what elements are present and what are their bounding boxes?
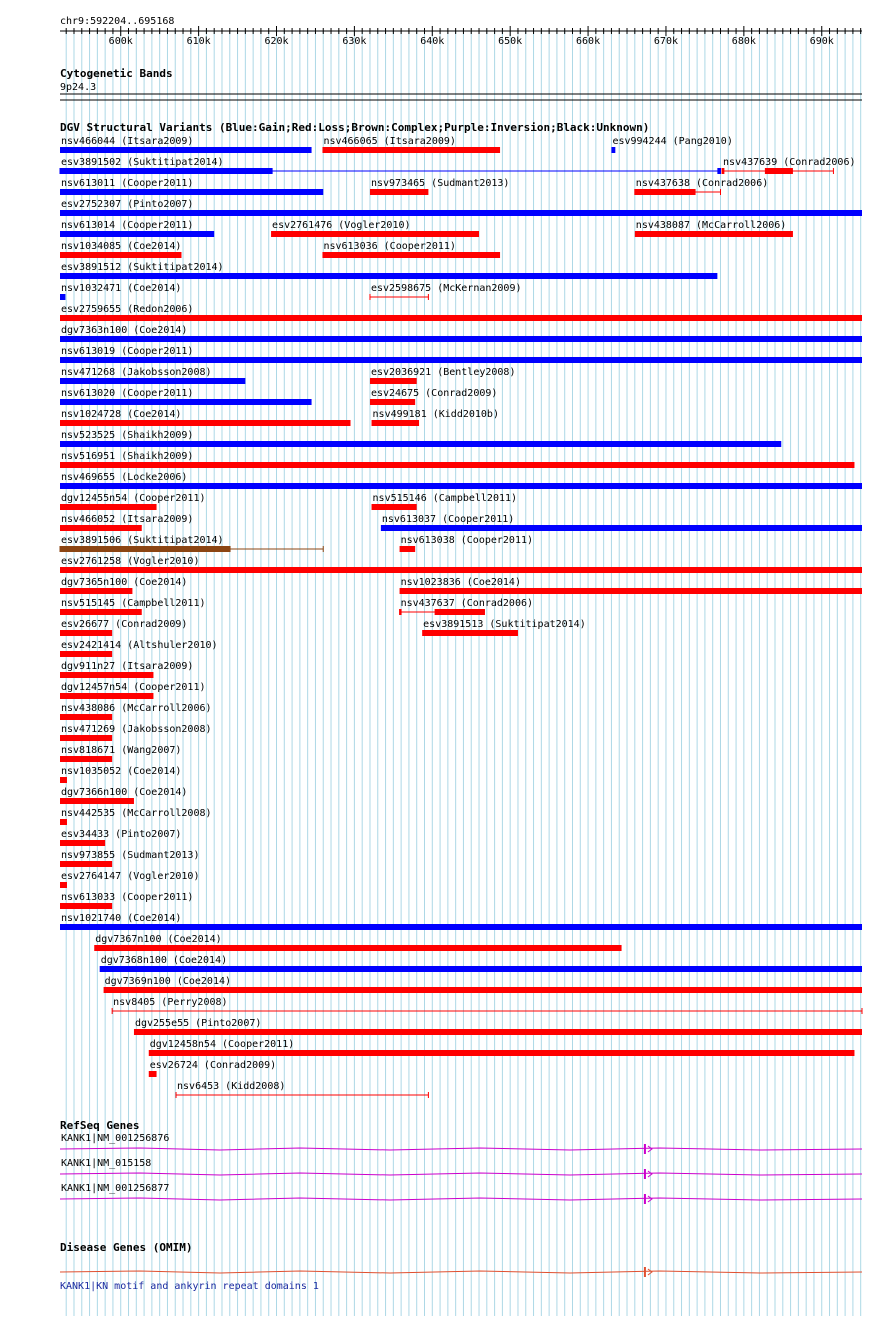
- dgv-variant-bar[interactable]: [60, 903, 112, 909]
- dgv-feature-label: dgv12458n54 (Cooper2011): [149, 1039, 295, 1050]
- dgv-feature[interactable]: [60, 430, 781, 447]
- dgv-feature-label: nsv818671 (Wang2007): [61, 745, 182, 756]
- cyto-track-title[interactable]: Cytogenetic Bands: [60, 67, 173, 80]
- dgv-variant-block[interactable]: [765, 168, 793, 174]
- dgv-variant-bar[interactable]: [60, 273, 717, 279]
- dgv-feature[interactable]: [322, 136, 500, 153]
- dgv-feature[interactable]: [422, 619, 586, 636]
- ruler-tick-label: 680k: [731, 36, 756, 47]
- dgv-feature[interactable]: [100, 955, 862, 972]
- dgv-feature-label: nsv1035052 (Coe2014): [61, 766, 182, 777]
- dgv-variant-bar[interactable]: [370, 378, 417, 384]
- dgv-variant-bar[interactable]: [60, 462, 854, 468]
- dgv-feature[interactable]: [60, 850, 199, 867]
- dgv-variant-block[interactable]: [717, 168, 720, 174]
- dgv-feature[interactable]: [60, 535, 323, 552]
- dgv-variant-bar[interactable]: [60, 798, 134, 804]
- dgv-variant-bar[interactable]: [60, 399, 312, 405]
- dgv-feature-label: esv26677 (Conrad2009): [61, 619, 188, 630]
- dgv-feature-label: esv3891513 (Suktitipat2014): [423, 619, 586, 630]
- ruler-tick-label: 660k: [576, 36, 601, 47]
- dgv-feature[interactable]: [611, 136, 732, 153]
- dgv-feature[interactable]: [60, 514, 193, 531]
- dgv-feature-label: nsv613033 (Cooper2011): [61, 892, 194, 903]
- region-label: chr9:592204..695168: [60, 16, 175, 27]
- omim-track: [60, 1241, 862, 1292]
- dgv-variant-bar[interactable]: [60, 882, 67, 888]
- omim-gene-exon[interactable]: [644, 1267, 646, 1277]
- dgv-feature-label: esv3891512 (Suktitipat2014): [61, 262, 224, 273]
- dgv-feature-label: nsv1034085 (Coe2014): [61, 241, 182, 252]
- dgv-feature[interactable]: [60, 640, 218, 657]
- dgv-variant-block[interactable]: [60, 168, 273, 174]
- omim-track-title[interactable]: Disease Genes (OMIM): [60, 1241, 193, 1254]
- dgv-variant-bar[interactable]: [611, 147, 615, 153]
- omim-features: [60, 1267, 862, 1292]
- refseq-gene-label: KANK1|NM_015158: [61, 1158, 152, 1169]
- dgv-feature[interactable]: [722, 157, 855, 174]
- dgv-feature[interactable]: [372, 409, 499, 426]
- dgv-feature[interactable]: [60, 598, 206, 615]
- dgv-feature-label: nsv613011 (Cooper2011): [61, 178, 194, 189]
- dgv-feature-label: nsv1032471 (Coe2014): [61, 283, 182, 294]
- cyto-band-label: 9p24.3: [60, 82, 97, 93]
- ruler-tick-label: 630k: [342, 36, 367, 47]
- dgv-feature[interactable]: [370, 388, 497, 405]
- dgv-variant-bar[interactable]: [271, 231, 479, 237]
- dgv-feature[interactable]: [60, 220, 214, 237]
- dgv-variant-bar[interactable]: [60, 567, 862, 573]
- ruler-tick-label: 640k: [420, 36, 445, 47]
- dgv-feature[interactable]: [60, 241, 181, 258]
- dgv-feature-label: nsv516951 (Shaikh2009): [61, 451, 194, 462]
- dgv-variant-bar[interactable]: [60, 756, 112, 762]
- dgv-variant-bar[interactable]: [372, 420, 420, 426]
- dgv-feature-label: nsv523525 (Shaikh2009): [61, 430, 194, 441]
- dgv-variant-bar[interactable]: [60, 420, 351, 426]
- dgv-variant-bar[interactable]: [60, 651, 112, 657]
- dgv-variant-bar[interactable]: [372, 504, 417, 510]
- ruler-tick-label: 650k: [498, 36, 523, 47]
- dgv-feature[interactable]: [60, 472, 862, 489]
- dgv-variant-bar[interactable]: [60, 147, 312, 153]
- dgv-feature[interactable]: [372, 493, 518, 510]
- dgv-variant-bar[interactable]: [60, 819, 67, 825]
- dgv-variant-bar[interactable]: [400, 588, 862, 594]
- dgv-feature-label: esv24675 (Conrad2009): [370, 388, 498, 399]
- dgv-feature-label: nsv515145 (Campbell2011): [61, 598, 206, 609]
- dgv-feature[interactable]: [60, 136, 312, 153]
- dgv-feature-label: esv2598675 (McKernan2009): [370, 283, 522, 294]
- dgv-feature-label: esv3891502 (Suktitipat2014): [61, 157, 224, 168]
- dgv-variant-bar[interactable]: [60, 630, 112, 636]
- refseq-gene[interactable]: [60, 1133, 862, 1154]
- dgv-variant-block[interactable]: [60, 546, 231, 552]
- dgv-feature-label: esv2764147 (Vogler2010): [61, 871, 200, 882]
- dgv-variant-bar[interactable]: [60, 483, 862, 489]
- dgv-feature[interactable]: [60, 556, 862, 573]
- dgv-variant-bar[interactable]: [322, 147, 500, 153]
- dgv-feature-label: dgv7369n100 (Coe2014): [104, 976, 232, 987]
- ruler-tick-label: 600k: [108, 36, 133, 47]
- cyto-track: [60, 67, 862, 100]
- dgv-variant-bar[interactable]: [60, 735, 112, 741]
- dgv-feature[interactable]: [60, 304, 862, 321]
- dgv-variant-bar[interactable]: [94, 945, 621, 951]
- dgv-feature-label: esv34433 (Pinto2007): [61, 829, 182, 840]
- dgv-feature[interactable]: [176, 1081, 428, 1098]
- dgv-variant-bar[interactable]: [60, 315, 862, 321]
- dgv-feature[interactable]: [322, 241, 500, 258]
- refseq-gene[interactable]: [60, 1183, 862, 1204]
- refseq-gene-label: KANK1|NM_001256876: [61, 1133, 170, 1144]
- dgv-feature-label: nsv515146 (Campbell2011): [372, 493, 518, 504]
- dgv-feature[interactable]: [60, 724, 212, 741]
- dgv-feature-label: nsv613038 (Cooper2011): [400, 535, 534, 546]
- dgv-variant-bar[interactable]: [60, 336, 862, 342]
- dgv-feature-label: nsv1021740 (Coe2014): [61, 913, 182, 924]
- dgv-variant-bar[interactable]: [60, 252, 181, 258]
- dgv-feature[interactable]: [400, 598, 533, 615]
- omim-gene-intron-line[interactable]: [60, 1271, 862, 1273]
- dgv-feature-label: dgv7365n100 (Coe2014): [61, 577, 188, 588]
- dgv-variant-bar[interactable]: [60, 924, 862, 930]
- dgv-feature[interactable]: [94, 934, 621, 951]
- dgv-variant-bar[interactable]: [60, 357, 862, 363]
- dgv-variant-bar[interactable]: [370, 399, 415, 405]
- refseq-gene-intron-line[interactable]: [60, 1198, 862, 1200]
- dgv-feature-label: esv994244 (Pang2010): [612, 136, 733, 147]
- dgv-variant-block[interactable]: [400, 609, 402, 615]
- dgv-variant-bar[interactable]: [60, 294, 65, 300]
- refseq-gene[interactable]: [60, 1158, 862, 1179]
- dgv-feature-label: nsv973465 (Sudmant2013): [370, 178, 510, 189]
- dgv-variant-bar[interactable]: [60, 504, 157, 510]
- dgv-feature[interactable]: [400, 535, 533, 552]
- refseq-gene-exon[interactable]: [644, 1169, 646, 1179]
- dgv-feature-label: esv2761258 (Vogler2010): [61, 556, 200, 567]
- dgv-feature[interactable]: [60, 808, 212, 825]
- dgv-feature-label: esv2036921 (Bentley2008): [370, 367, 516, 378]
- ruler-tick-label: 670k: [653, 36, 679, 47]
- dgv-feature[interactable]: [381, 514, 862, 531]
- dgv-feature-label: nsv613036 (Cooper2011): [323, 241, 456, 252]
- dgv-feature-label: dgv255e55 (Pinto2007): [134, 1018, 262, 1029]
- dgv-variant-block[interactable]: [722, 168, 724, 174]
- dgv-feature-label: nsv466065 (Itsara2009): [323, 136, 456, 147]
- dgv-feature-label: esv2752307 (Pinto2007): [61, 199, 194, 210]
- dgv-variant-bar[interactable]: [635, 231, 793, 237]
- dgv-track: [60, 121, 862, 1098]
- dgv-variant-bar[interactable]: [370, 189, 428, 195]
- dgv-feature-label: nsv6453 (Kidd2008): [177, 1081, 286, 1092]
- dgv-feature[interactable]: [60, 409, 351, 426]
- refseq-gene-intron-line[interactable]: [60, 1173, 862, 1175]
- dgv-variant-bar[interactable]: [422, 630, 518, 636]
- dgv-feature-label: dgv7368n100 (Coe2014): [100, 955, 228, 966]
- dgv-variant-block[interactable]: [635, 189, 696, 195]
- dgv-variant-bar[interactable]: [400, 546, 416, 552]
- refseq-features: [60, 1133, 862, 1204]
- refseq-gene-intron-line[interactable]: [60, 1148, 862, 1150]
- dgv-variant-bar[interactable]: [100, 966, 862, 972]
- dgv-feature-label: dgv12457n54 (Cooper2011): [61, 682, 206, 693]
- ruler-tick-label: 620k: [264, 36, 289, 47]
- dgv-variant-bar[interactable]: [149, 1071, 157, 1077]
- dgv-feature-label: nsv437638 (Conrad2006): [635, 178, 769, 189]
- dgv-feature-label: nsv1024728 (Coe2014): [61, 409, 182, 420]
- dgv-feature[interactable]: [60, 199, 862, 216]
- dgv-feature[interactable]: [60, 367, 245, 384]
- dgv-feature[interactable]: [60, 493, 206, 510]
- dgv-feature-label: nsv8405 (Perry2008): [113, 997, 228, 1008]
- dgv-variant-bar[interactable]: [60, 378, 245, 384]
- dgv-feature[interactable]: [60, 619, 187, 636]
- dgv-variant-bar[interactable]: [104, 987, 862, 993]
- dgv-variant-bar[interactable]: [60, 840, 105, 846]
- dgv-feature-label: nsv466052 (Itsara2009): [61, 514, 194, 525]
- dgv-variant-bar[interactable]: [60, 189, 323, 195]
- dgv-feature-label: nsv442535 (McCarroll2008): [61, 808, 212, 819]
- dgv-variant-bar[interactable]: [60, 714, 112, 720]
- dgv-variant-bar[interactable]: [60, 588, 132, 594]
- dgv-feature-label: nsv973855 (Sudmant2013): [61, 850, 200, 861]
- dgv-feature-label: esv2759655 (Redon2006): [61, 304, 194, 315]
- dgv-variant-bar[interactable]: [322, 252, 500, 258]
- dgv-variant-bar[interactable]: [60, 861, 112, 867]
- dgv-feature[interactable]: [60, 388, 312, 405]
- dgv-feature-label: nsv438087 (McCarroll2006): [635, 220, 787, 231]
- dgv-variant-bar[interactable]: [60, 441, 781, 447]
- dgv-variant-bar[interactable]: [60, 693, 153, 699]
- dgv-feature-label: esv2421414 (Altshuler2010): [61, 640, 218, 651]
- dgv-feature[interactable]: [400, 577, 862, 594]
- dgv-feature[interactable]: [370, 283, 522, 300]
- dgv-feature-label: esv2761476 (Vogler2010): [272, 220, 411, 231]
- dgv-feature-label: dgv911n27 (Itsara2009): [61, 661, 194, 672]
- dgv-feature-label: nsv438086 (McCarroll2006): [61, 703, 212, 714]
- dgv-variant-bar[interactable]: [60, 777, 67, 783]
- dgv-feature-label: nsv1023836 (Coe2014): [400, 577, 521, 588]
- dgv-feature[interactable]: [60, 178, 323, 195]
- dgv-track-title[interactable]: DGV Structural Variants (Blue:Gain;Red:Loss;Brown:Complex;Purple:Inversion;Black:Unknown): [60, 121, 650, 134]
- dgv-features: [60, 136, 862, 1098]
- dgv-variant-bar[interactable]: [134, 1029, 862, 1035]
- dgv-feature[interactable]: [60, 682, 206, 699]
- refseq-gene-exon[interactable]: [644, 1194, 646, 1204]
- dgv-variant-bar[interactable]: [60, 231, 214, 237]
- dgv-feature-label: esv26724 (Conrad2009): [149, 1060, 277, 1071]
- dgv-feature[interactable]: [60, 661, 193, 678]
- dgv-feature-label: dgv7363n100 (Coe2014): [61, 325, 188, 336]
- dgv-feature[interactable]: [60, 913, 862, 930]
- dgv-feature-label: nsv613037 (Cooper2011): [381, 514, 515, 525]
- refseq-track: [60, 1119, 862, 1204]
- dgv-feature[interactable]: [370, 367, 515, 384]
- dgv-feature[interactable]: [134, 1018, 862, 1035]
- omim-disease-gene[interactable]: [60, 1267, 862, 1292]
- dgv-feature[interactable]: [60, 871, 199, 888]
- dgv-feature[interactable]: [60, 325, 862, 342]
- dgv-feature[interactable]: [60, 787, 187, 804]
- dgv-feature[interactable]: [635, 220, 793, 237]
- dgv-feature-label: nsv613019 (Cooper2011): [61, 346, 194, 357]
- dgv-variant-block[interactable]: [435, 609, 485, 615]
- dgv-feature-label: nsv471268 (Jakobsson2008): [61, 367, 212, 378]
- dgv-feature-label: nsv437639 (Conrad2006): [723, 157, 856, 168]
- refseq-gene-exon[interactable]: [644, 1144, 646, 1154]
- dgv-feature[interactable]: [60, 157, 720, 174]
- dgv-feature[interactable]: [60, 703, 212, 720]
- ruler-tick-label: 690k: [809, 36, 834, 47]
- dgv-feature-label: nsv437637 (Conrad2006): [400, 598, 534, 609]
- ruler-track: [60, 16, 862, 47]
- dgv-feature-label: nsv466044 (Itsara2009): [61, 136, 194, 147]
- omim-gene-label[interactable]: KANK1|KN motif and ankyrin repeat domains 1: [60, 1281, 319, 1292]
- dgv-feature-label: dgv7367n100 (Coe2014): [95, 934, 222, 945]
- dgv-variant-bar[interactable]: [60, 672, 153, 678]
- dgv-feature[interactable]: [60, 346, 862, 363]
- dgv-variant-bar[interactable]: [381, 525, 862, 531]
- dgv-feature-label: nsv469655 (Locke2006): [61, 472, 188, 483]
- dgv-variant-bar[interactable]: [60, 609, 142, 615]
- ruler-tick-label: 610k: [186, 36, 211, 47]
- dgv-feature-label: nsv613014 (Cooper2011): [61, 220, 194, 231]
- dgv-feature-label: dgv12455n54 (Cooper2011): [61, 493, 206, 504]
- dgv-feature-label: esv3891506 (Suktitipat2014): [61, 535, 224, 546]
- refseq-gene-label: KANK1|NM_001256877: [61, 1183, 170, 1194]
- refseq-track-title[interactable]: RefSeq Genes: [60, 1119, 140, 1132]
- dgv-feature-label: dgv7366n100 (Coe2014): [61, 787, 188, 798]
- dgv-feature[interactable]: [635, 178, 768, 195]
- dgv-feature-label: nsv499181 (Kidd2010b): [372, 409, 499, 420]
- dgv-feature-label: nsv471269 (Jakobsson2008): [61, 724, 212, 735]
- dgv-feature-label: nsv613020 (Cooper2011): [61, 388, 194, 399]
- dgv-feature[interactable]: [60, 892, 193, 909]
- dgv-feature[interactable]: [104, 976, 862, 993]
- dgv-feature[interactable]: [149, 1039, 855, 1056]
- dgv-variant-bar[interactable]: [60, 525, 142, 531]
- dgv-variant-bar[interactable]: [149, 1050, 855, 1056]
- dgv-variant-bar[interactable]: [60, 210, 862, 216]
- dgv-feature[interactable]: [60, 451, 854, 468]
- dgv-feature[interactable]: [60, 577, 187, 594]
